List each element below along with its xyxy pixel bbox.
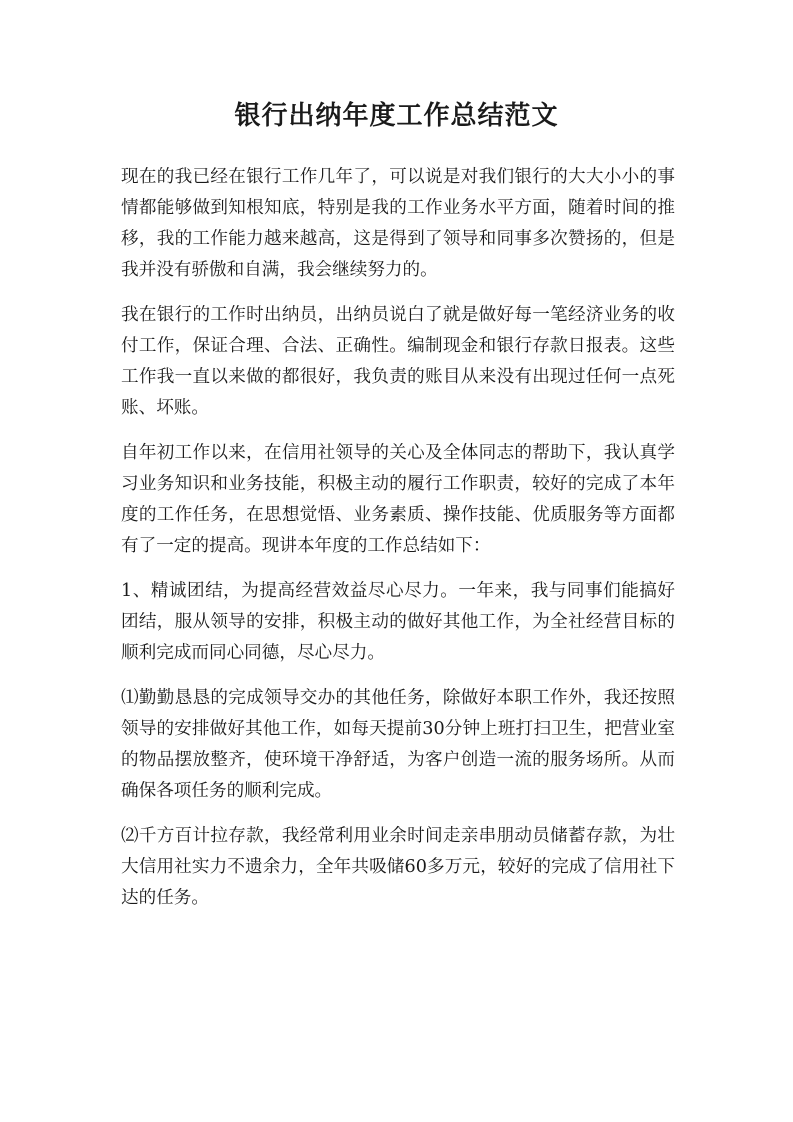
document-body [121,162,675,928]
paragraph-intro: 现在的我已经在银行工作几年了，可以说是对我们银行的大大小小的事情都能够做到知根知底，特别是我的工作业务水平方面，随着时间的推移，我的工作能力越来越高，这是得到了领导和同事多次赞扬的，但是我并没有骄傲和自满，我会继续努力的。 [121,167,675,280]
document-title: 银行出纳年度工作总结范文 [234,101,559,131]
paragraph-section-1: 1、精诚团结，为提高经营效益尽心尽力。一年来，我与同事们能搞好团结，服从领导的安排，积极主动的做好其他工作，为全社经营目标的顺利完成而同心同德，尽心尽力。 [121,581,675,663]
paragraph-year-summary: 自年初工作以来，在信用社领导的关心及全体同志的帮助下，我认真学习业务知识和业务技能，积极主动的履行工作职责，较好的完成了本年度的工作任务，在思想觉悟、业务素质、操作技能、优质服务等方面都有了一定的提高。现讲本年度的工作总结如下： [121,443,675,556]
paragraph-cashier-role: 我在银行的工作时出纳员，出纳员说白了就是做好每一笔经济业务的收付工作，保证合理、合法、正确性。编制现金和银行存款日报表。这些工作我一直以来做的都很好，我负责的账目从来没有出现过任何一点死账、坏账。 [121,305,675,418]
paragraph-subsection-1: ⑴勤勤恳恳的完成领导交办的其他任务，除做好本职工作外，我还按照领导的安排做好其他工作，如每天提前30分钟上班打扫卫生，把营业室的物品摆放整齐，使环境干净舒适，为客户创造一流的服务场所。从而确保各项任务的顺利完成。 [121,688,675,801]
paragraph-subsection-2: ⑵千方百计拉存款，我经常利用业余时间走亲串朋动员储蓄存款，为壮大信用社实力不遗余力，全年共吸储60多万元，较好的完成了信用社下达的任务。 [121,826,675,908]
